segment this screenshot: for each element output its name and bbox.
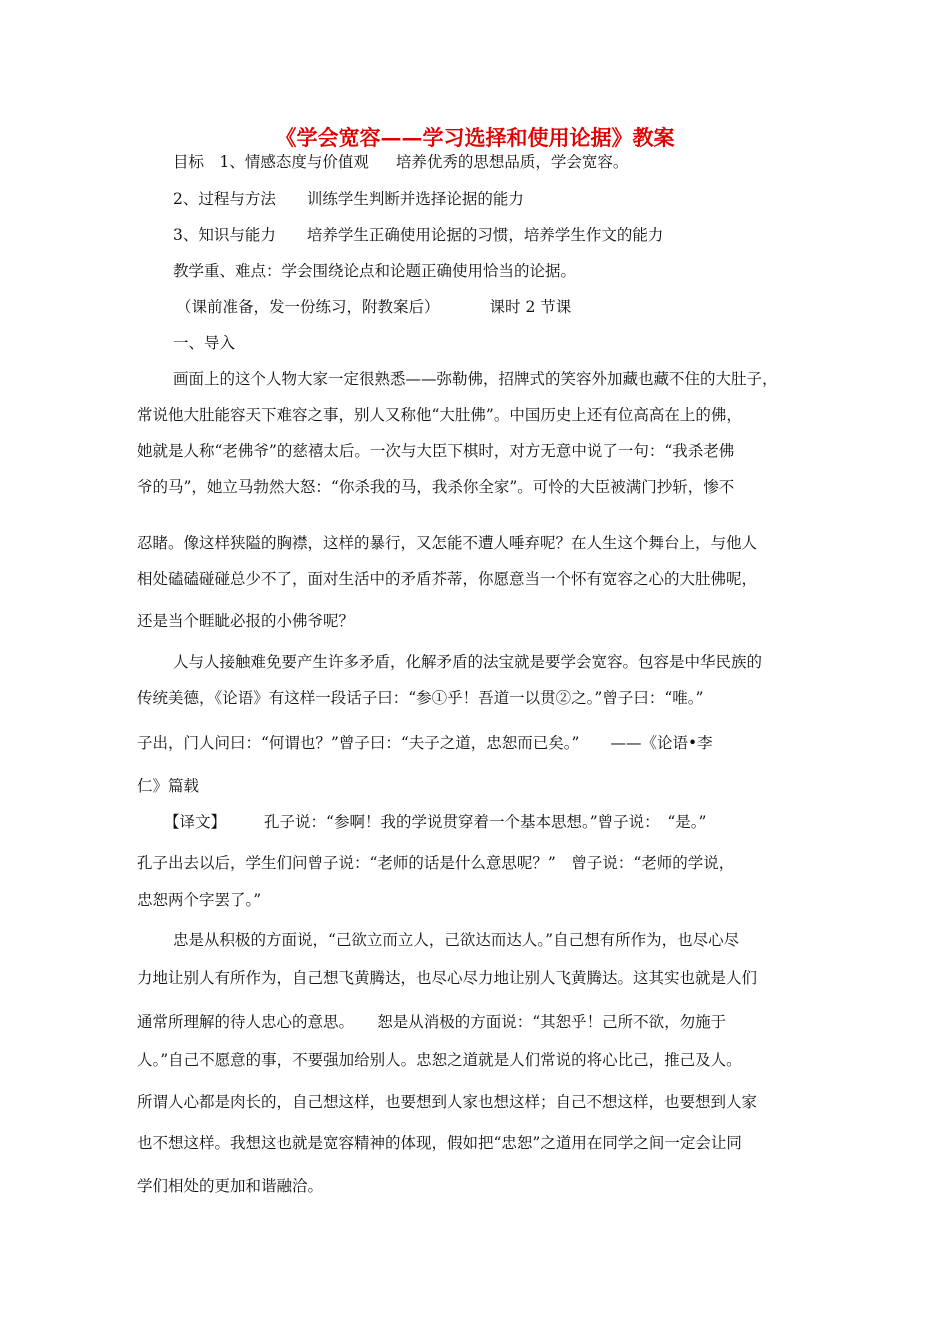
paragraph-line: 力地让别人有所作为，自己想飞黄腾达，也尽心尽力地让别人飞黄腾达。这其实也就是人们	[137, 969, 758, 987]
translation-label: 【译文】	[164, 813, 227, 831]
paragraph-line: 忍睹。像这样狭隘的胸襟，这样的暴行，又怎能不遭人唾弃呢？在人生这个舞台上，与他人	[137, 534, 758, 552]
goal-3-label: 3、知识与能力	[173, 226, 276, 244]
goal-2-text: 训练学生判断并选择论据的能力	[306, 190, 524, 208]
goal-1-text: 培养优秀的思想品质，学会宽容。	[395, 153, 629, 171]
paragraph-line: 忠是从积极的方面说，“己欲立而立人，己欲达而达人。”自己想有所作为，也尽心尽	[173, 931, 740, 949]
paragraph-line: 仁》篇载	[137, 777, 200, 795]
paragraph-line: 也不想这样。我想这也就是宽容精神的体现，假如把“忠恕”之道用在同学之间一定会让同	[137, 1134, 742, 1152]
paragraph-line: 通常所理解的待人忠心的意思。 恕是从消极的方面说：“其恕乎！己所不欲，勿施于	[137, 1013, 727, 1031]
paragraph-line: 她就是人称“老佛爷”的慈禧太后。一次与大臣下棋时，对方无意中说了一句：“我杀老佛	[137, 442, 735, 460]
goal-line-1	[173, 152, 628, 172]
document-title: 《学会宽容——学习选择和使用论据》教案	[275, 125, 675, 150]
key-points: 教学重、难点：学会围绕论点和论题正确使用恰当的论据。	[173, 262, 577, 280]
paragraph-line: 画面上的这个人物大家一定很熟悉——弥勒佛，招牌式的笑容外加藏也藏不住的大肚子，	[173, 370, 778, 388]
paragraph-line: 相处磕磕碰碰总少不了，面对生活中的矛盾芥蒂，你愿意当一个怀有宽容之心的大肚佛呢，	[137, 570, 758, 588]
translation-text: 孔子说：“参啊！我的学说贯穿着一个基本思想。”曾子说： “是。”	[264, 813, 707, 831]
paragraph-line: 所谓人心都是肉长的，自己想这样，也要想到人家也想这样；自己不想这样，也要想到人家	[137, 1093, 758, 1111]
translation-line-2: 孔子出去以后，学生们问曾子说：“老师的话是什么意思呢？” 曾子说：“老师的学说，	[137, 854, 735, 872]
prep-line	[176, 297, 571, 317]
prep-note: （课前准备，发一份练习，附教案后）	[176, 298, 440, 316]
paragraph-line: 子出，门人问曰：“何谓也？”曾子曰：“夫子之道，忠恕而已矣。” ——《论语•李	[137, 734, 713, 752]
goal-1-label: 目标 1、情感态度与价值观	[173, 153, 369, 171]
paragraph-line: 学们相处的更加和谐融洽。	[137, 1177, 324, 1195]
paragraph-line: 人与人接触难免要产生许多矛盾，化解矛盾的法宝就是要学会宽容。包容是中华民族的	[173, 653, 763, 671]
goal-line-3	[173, 225, 663, 245]
goal-2-label: 2、过程与方法	[173, 190, 276, 208]
paragraph-line: 爷的马”，她立马勃然大怒：“你杀我的马，我杀你全家”。可怜的大臣被满门抄斩，惨不	[137, 478, 735, 496]
section-heading-intro: 一、导入	[173, 334, 236, 352]
paragraph-line: 还是当个睚眦必报的小佛爷呢？	[137, 612, 355, 630]
paragraph-line: 传统美德，《论语》有这样一段话子曰：“参①乎！吾道一以贯②之。”曾子曰：“唯。”	[137, 689, 704, 707]
translation-line-3: 忠恕两个字罢了。”	[137, 891, 262, 909]
class-hours: 课时 2 节课	[489, 298, 572, 316]
paragraph-line: 常说他大肚能容天下难容之事，别人又称他“大肚佛”。中国历史上还有位高高在上的佛，	[137, 406, 742, 424]
goal-3-text: 培养学生正确使用论据的习惯，培养学生作文的能力	[306, 226, 664, 244]
goal-line-2	[173, 189, 524, 209]
paragraph-line: 人。”自己不愿意的事，不要强加给别人。忠恕之道就是人们常说的将心比己，推己及人。	[137, 1051, 742, 1069]
translation-line-1	[164, 812, 706, 832]
